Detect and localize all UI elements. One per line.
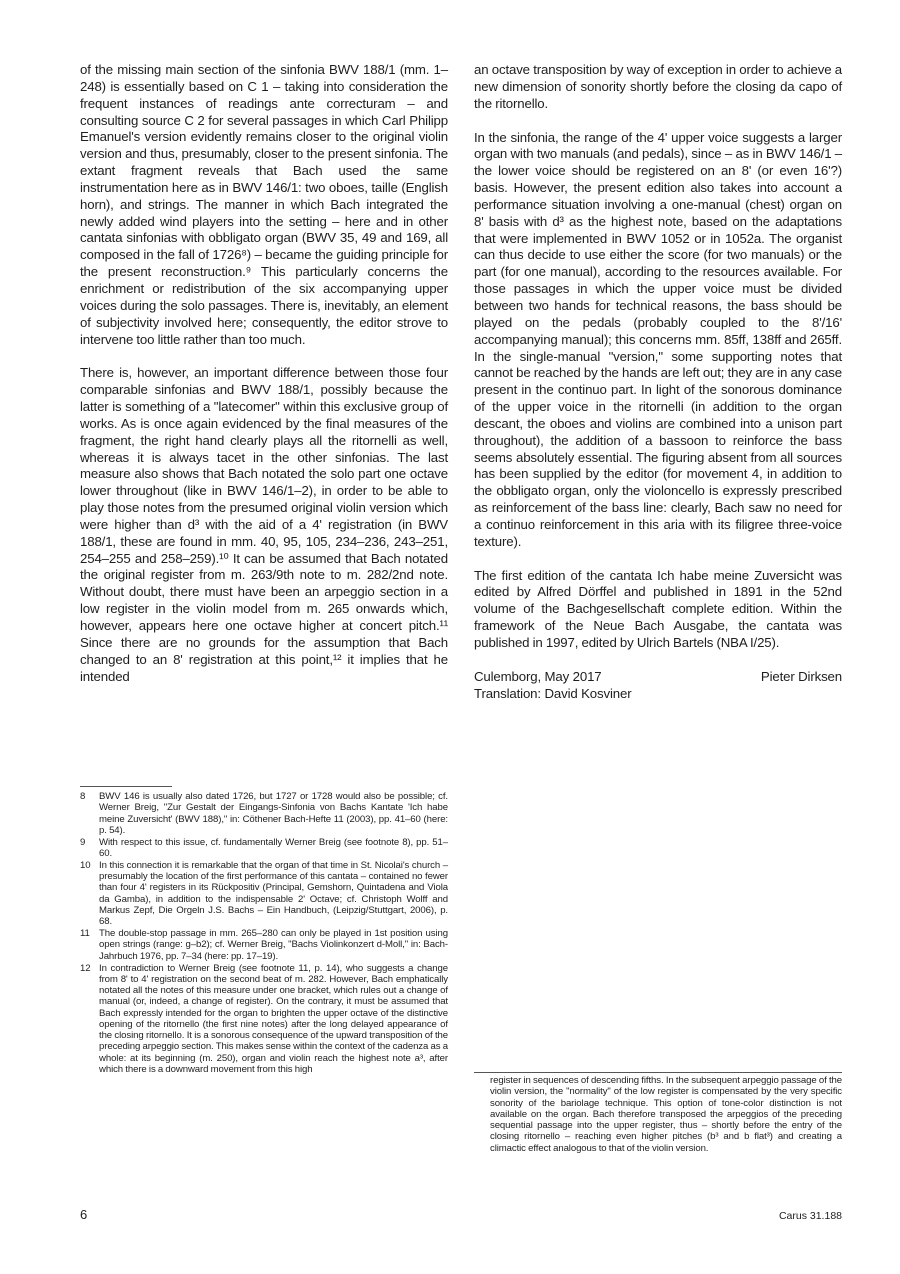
footnote-number: 10	[80, 859, 91, 871]
footnote-number: 12	[80, 962, 91, 974]
left-text-column	[80, 62, 448, 685]
body-paragraph: The first edition of the cantata Ich habe meine Zuversicht was edited by Alfred Dörffel and published in 1891 in the 52nd volume of the Bachgesellschaft complete edition. Within the framework of the Neue Bach Ausgabe, the cantata was published in 1997, edited by Ulrich Bartels (NBA I/25).	[474, 567, 842, 650]
signature-row	[474, 669, 842, 686]
footnote	[80, 963, 448, 1076]
footnote-text: The double-stop passage in mm. 265–280 can only be played in 1st position using open strings (range: g–b2); cf. Werner Breig, "Bachs Violinkonzert d-Moll," in: Bach-Jahrbuch 1976, pp. 7–34 (here: pp. 17–19).	[99, 928, 448, 962]
footnote-text: With respect to this issue, cf. fundamentally Werner Breig (see footnote 8), pp. 51–60.	[99, 836, 448, 859]
footnote-number: 8	[80, 791, 86, 802]
footnote-continuation-separator	[474, 1072, 842, 1073]
body-paragraph: of the missing main section of the sinfonia BWV 188/1 (mm. 1–248) is essentially based on C 1 – taking into consideration the frequent instances of readings ante correcturam – and consulting source C 2 for several passages in which Carl Philipp Emanuel's version evidently remains closer to the original violin version and thus, presumably, closer to the present sinfonia. The extant fragment reveals that Bach used the same instrumentation here as in BWV 146/1: two oboes, taille (English horn), and strings. The manner in which Bach integrated the newly added wind players into the setting – here and in other cantata sinfonias with obbligato organ (BWV 35, 49 and 169, all composed in the fall of 1726⁸) – became the guiding principle for the present reconstruction.⁹ This particularly concerns the enrichment or redistribution of the six accompanying upper voices during the solo passages. There is, inevitably, an element of subjectivity involved here; consequently, the editor strove to intervene too little rather than too much.	[80, 62, 448, 347]
footnote-number: 11	[80, 928, 90, 940]
author-name: Pieter Dirksen	[760, 668, 842, 684]
footnote	[80, 860, 448, 928]
place-date: Culemborg, May 2017	[474, 668, 602, 684]
body-paragraph: There is, however, an important difference between those four comparable sinfonias and BWV 188/1, possibly because the latter is something of a "latecomer" within this exclusive group of works. As is once again evidenced by the final measures of the fragment, the right hand clearly plays all the ritornelli as well, whereas it is always tacet in the other sinfonias. The last measure also shows that Bach notated the solo part one octave lower throughout (like in BWV 146/1–2), in order to be able to play those notes from the presumed original violin version which were higher than d³ with the aid of a 4' registration (in BWV 188/1, these are found in mm. 40, 95, 105, 234–236, 243–251, 254–255 and 258–259).¹⁰ It can be assumed that Bach notated the original register from m. 263/9th note to m. 282/2nd note. Without doubt, there must have been an arpeggio section in a low register in the violin model from m. 265 onwards which, however, appears here one octave higher at concert pitch.¹¹ Since there are no grounds for the assumption that Bach changed to an 8' registration at this point,¹² it implies that he intended	[80, 365, 448, 684]
body-paragraph: In the sinfonia, the range of the 4' upper voice suggests a larger organ with two manuals (and pedals), since – as in BWV 146/1 – the lower voice should be registered on an 8' (or even 16'?) basis. However, the present edition also takes into account a performance situation involving a one-manual (chest) organ on 8' basis with d³ as the highest note, based on the adaptations that were implemented in BWV 1052 or in 1052a. The organist can thus decide to use either the score (for two manuals) or the part (for one manual), according to the resources available. For those passages in which the upper voice must be divided between two hands for technical reasons, the bass should be played on the pedals (probably coupled to the 8'/16' accompanying manual); this concerns mm. 85ff, 138ff and 265ff. In the single-manual "version," some supporting notes that cannot be reached by the hands are left out; they are in any case present in the continuo part. In light of the sonorous dominance of the upper voice in the ritornelli (in addition to the organ descant, the oboes and violins are combined into a unison part throughout), the addition of a bassoon to reinforce the bass seems absolutely essential. The figuring absent from all sources has been supplied by the editor (for movement 4, in addition to the obbligato organ, only the violoncello is expressly prescribed as reinforcement of the bass line: clearly, Bach saw no need for a continuo reinforcement in this aria with its filigree three-voice texture).	[474, 129, 842, 549]
footnote-number: 9	[80, 836, 86, 848]
footnote-separator	[80, 786, 172, 787]
catalog-reference: Carus 31.188	[778, 1210, 842, 1222]
footnote-text: In this connection it is remarkable that the organ of that time in St. Nicolai's church – presumably the location of the first performance of this cantata – contained no fewer than four 4' registers in its Rückpositiv (Principal, Gemshorn, Quintadena and Viola da Gamba), in addition to the indispensable 2' Octave; cf. Christoph Wolff and Markus Zepf, Die Orgeln J.S. Bachs – Ein Handbuch, (Leipzig/Stuttgart, 2006), p. 68.	[99, 859, 448, 928]
translator-credit: Translation: David Kosviner	[474, 685, 632, 701]
footnote	[80, 928, 448, 962]
page-number: 6	[80, 1207, 88, 1222]
body-paragraph: an octave transposition by way of exception in order to achieve a new dimension of sonority shortly before the closing da capo of the ritornello.	[474, 62, 842, 111]
footnote	[80, 837, 448, 860]
footnote-text: In contradiction to Werner Breig (see footnote 11, p. 14), who suggests a change from 8' to 4' registration on the second beat of m. 282. However, Bach emphatically notated all the notes of this measure under one bracket, which rules out a change of manual (or, indeed, a change of register). On the contrary, it must be assumed that Bach expressly intended for the organ to brighten the upper octave of the distinctive opening of the ritornello (the first nine notes) after the long delayed appearance of the closing ritornello. It is a sonorous consequence of the upward transposition of the preceding arpeggio section. This makes sense within the context of the cadenza as a whole: at its beginning (m. 250), organ and violin reach the highest note a³, after which there is a downward movement from this high	[99, 962, 448, 1075]
footnotes	[80, 791, 448, 1076]
footnote	[80, 791, 448, 836]
footnote-continuation: register in sequences of descending fifths. In the subsequent arpeggio passage of the violin version, the "normality" of the low register is compensated by the very specific sonority of the bariolage technique. This option of tone-color distinction is not available on the organ. Bach therefore transposed the arpeggios of the preceding sequential passage into the upper register, thus – shortly before the entry of the closing ritornello – reaching even higher pitches (b³ and b flat³) and creating a climactic effect analogous to that of the violin version.	[490, 1075, 842, 1154]
right-text-column	[474, 62, 842, 703]
footnote-text: BWV 146 is usually also dated 1726, but 1727 or 1728 would also be possible; cf. Werner Breig, "Zur Gestalt der Eingangs-Sinfonia von Bachs Kantate 'Ich habe meine Zuversicht' (BWV 188)," in: Cöthener Bach-Hefte 11 (2003), pp. 41–60 (here: p. 54).	[99, 791, 448, 836]
